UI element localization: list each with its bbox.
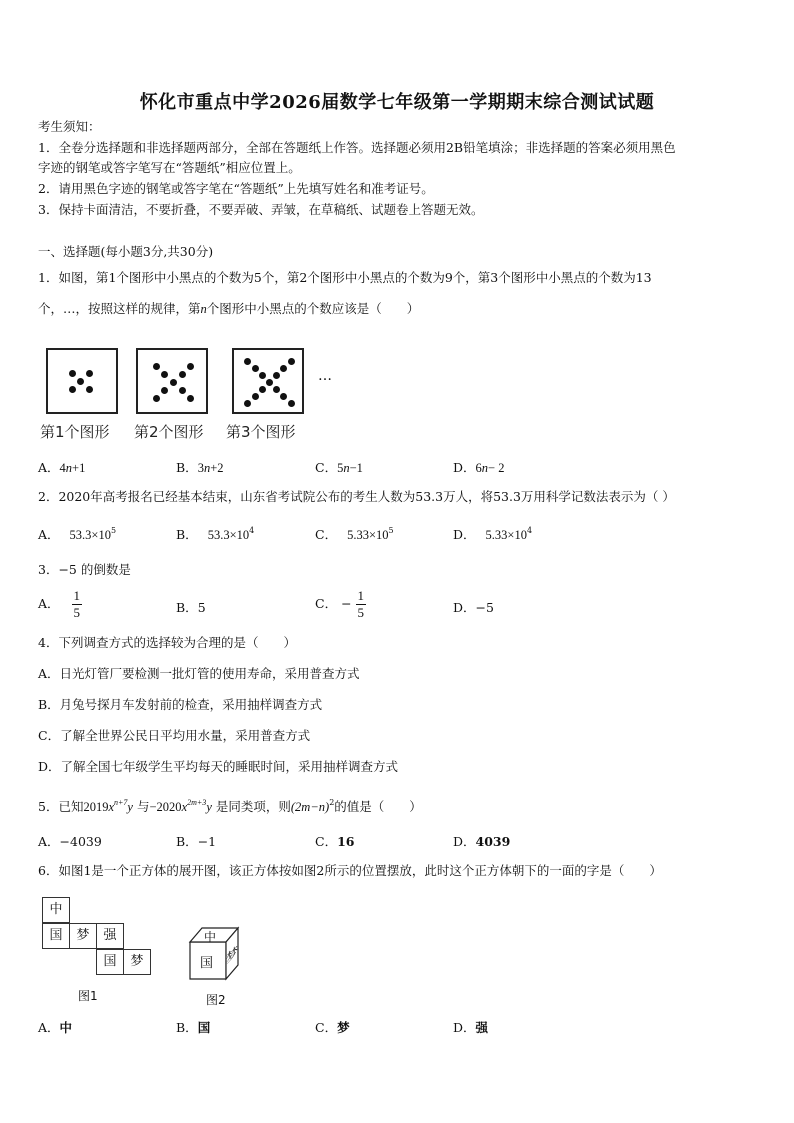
q3-option-c[interactable]: C． − $\frac{1}{5}$ xyxy=(315,588,365,620)
q2-option-b[interactable]: B． $53.3\times 10^4$ xyxy=(176,526,255,542)
q4-option-d[interactable]: D．了解全国七年级学生平均每天的睡眠时间，采用抽样调查方式 xyxy=(38,759,399,774)
net-cell-4: 强 xyxy=(96,923,124,949)
q1-text-line1: 1．如图，第1个图形中小黑点的个数为5个，第2个图形中小黑点的个数为9个，第3个图形中小黑点的个数为13 xyxy=(38,270,652,285)
cube-side-face: 梦 xyxy=(226,942,239,968)
q3-option-d[interactable]: D．−5 xyxy=(453,600,494,615)
pattern-figure-2 xyxy=(136,348,208,414)
notice-heading: 考生须知： xyxy=(38,119,101,134)
q5-option-c[interactable]: C．16 xyxy=(315,834,355,849)
q4-text: 4．下列调查方式的选择较为合理的是（ ） xyxy=(38,635,296,650)
q6-option-c[interactable]: C．梦 xyxy=(315,1020,350,1035)
q6-text: 6．如图1是一个正方体的展开图，该正方体按如图2所示的位置摆放，此时这个正方体朝下的一面的字是（ ） xyxy=(38,863,662,878)
net-cell-2: 国 xyxy=(42,923,70,949)
q4-option-b[interactable]: B．月兔号探月车发射前的检查，采用抽样调查方式 xyxy=(38,697,323,712)
q6-option-a[interactable]: A．中 xyxy=(38,1020,73,1035)
figure-3-label: 第3个图形 xyxy=(226,423,296,441)
q1-text-line2: 个，…，按照这样的规律，第n个图形中小黑点的个数应该是（ ） xyxy=(38,301,420,316)
net-cell-6: 梦 xyxy=(123,949,151,975)
q4-option-a[interactable]: A．日光灯管厂要检测一批灯管的使用寿命，采用普查方式 xyxy=(38,666,360,681)
figure-2-label: 第2个图形 xyxy=(134,423,204,441)
fig2-label: 图2 xyxy=(206,993,226,1007)
q1-option-c[interactable]: C．5n−1 xyxy=(315,460,363,475)
notice-item-3: 3．保持卡面清洁，不要折叠，不要弄破、弄皱，在草稿纸、试题卷上答题无效。 xyxy=(38,202,484,217)
cube-top-face: 中 xyxy=(204,930,217,944)
q1-option-a[interactable]: A．4n+1 xyxy=(38,460,86,475)
q2-option-c[interactable]: C． $5.33\times 10^5$ xyxy=(315,526,394,542)
q6-option-d[interactable]: D．强 xyxy=(453,1020,489,1035)
q3-text: 3．−5 的倒数是 xyxy=(38,562,131,577)
q2-option-a[interactable]: A． $53.3\times 10^5$ xyxy=(38,526,117,542)
q2-text: 2．2020年高考报名已经基本结束，山东省考试院公布的考生人数为53.3万人，将53.3万用科学记数法表示为（ ） xyxy=(38,489,675,504)
section-heading: 一、选择题(每小题3分,共30分) xyxy=(38,244,214,259)
net-cell-5: 国 xyxy=(96,949,124,975)
figure-1-label: 第1个图形 xyxy=(40,423,110,441)
notice-item-2: 2．请用黑色字迹的钢笔或答字笔在“答题纸”上先填写姓名和准考证号。 xyxy=(38,181,434,196)
q5-option-b[interactable]: B．−1 xyxy=(176,834,217,849)
q1-option-d[interactable]: D．6n− 2 xyxy=(453,460,505,475)
q3-option-a[interactable]: A． $\frac{1}{5}$ xyxy=(38,588,81,620)
net-cell-3: 梦 xyxy=(69,923,97,949)
notice-item-1: 1．全卷分选择题和非选择题两部分，全部在答题纸上作答。选择题必须用2B铅笔填涂；非选择题的答案必须用黑色 xyxy=(38,140,676,155)
page-title: 怀化市重点中学2026届数学七年级第一学期期末综合测试试题 xyxy=(139,92,655,113)
q2-option-d[interactable]: D． $5.33\times 10^4$ xyxy=(453,526,533,542)
pattern-figure-3 xyxy=(232,348,304,414)
q1-option-b[interactable]: B．3n+2 xyxy=(176,460,224,475)
q4-option-c[interactable]: C．了解全世界公民日平均用水量，采用普查方式 xyxy=(38,728,311,743)
pattern-ellipsis: … xyxy=(318,368,332,384)
q5-option-a[interactable]: A．−4039 xyxy=(38,834,102,849)
cube-front-face: 国 xyxy=(200,956,214,971)
net-cell-1: 中 xyxy=(42,897,70,923)
pattern-figure-1 xyxy=(46,348,118,414)
q6-option-b[interactable]: B．国 xyxy=(176,1020,211,1035)
q5-text: 5．已知$2019x^{n+7}y$ 与$-2020x^{2m+3}y$ 是同类项，则$(2m-n)^2$的值是（ ） xyxy=(38,798,422,814)
fig1-label: 图1 xyxy=(78,989,98,1003)
notice-item-1-cont: 字迹的钢笔或答字笔写在“答题纸”相应位置上。 xyxy=(38,160,301,175)
q5-option-d[interactable]: D．4039 xyxy=(453,834,511,849)
q3-option-b[interactable]: B．5 xyxy=(176,600,206,615)
